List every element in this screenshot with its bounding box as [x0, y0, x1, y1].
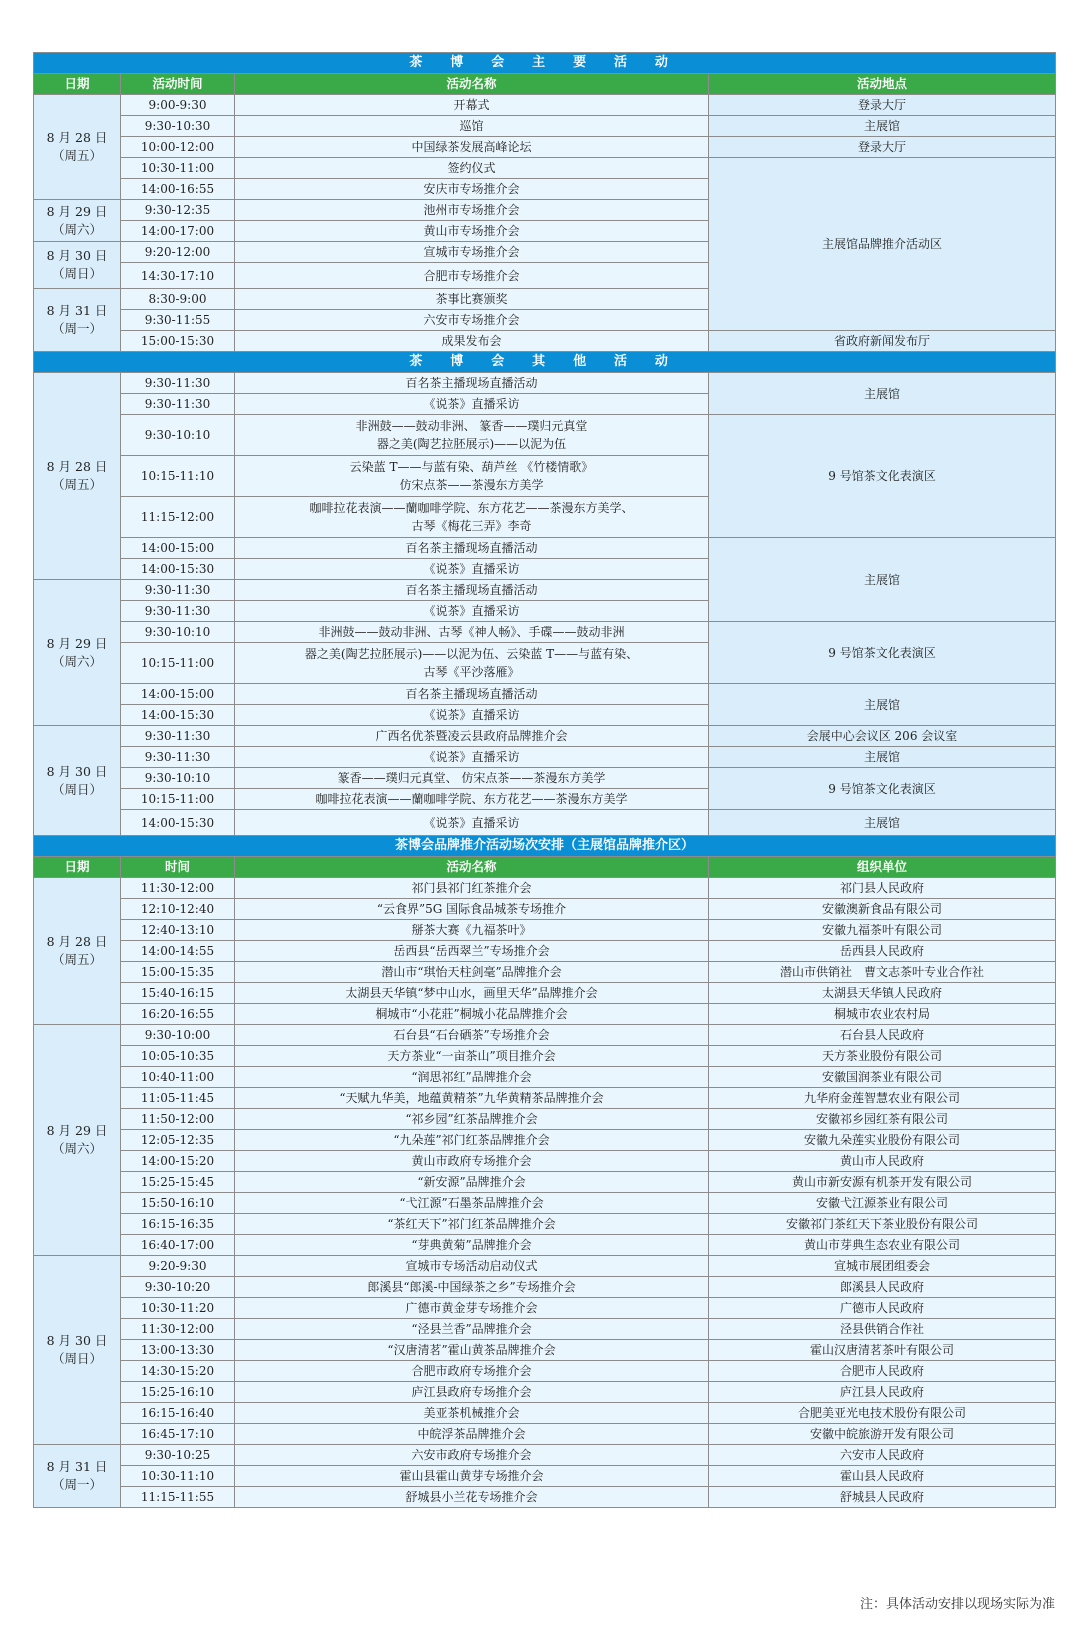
organizer-cell: 安徽澳新食品有限公司 — [709, 899, 1056, 920]
section-title: 茶 博 会 其 他 活 动 — [34, 352, 1056, 373]
organizer-cell: 广德市人民政府 — [709, 1298, 1056, 1319]
activity-cell: 开幕式 — [235, 95, 709, 116]
activity-cell: 宣城市专场推介会 — [235, 242, 709, 263]
time-cell: 12:10-12:40 — [121, 899, 235, 920]
activity-cell: “云食界”5G 国际食品城茶专场推介 — [235, 899, 709, 920]
time-cell: 10:30-11:00 — [121, 158, 235, 179]
activity-cell: 岳西县“岳西翠兰”专场推介会 — [235, 941, 709, 962]
time-cell: 14:00-15:30 — [121, 810, 235, 836]
time-cell: 12:05-12:35 — [121, 1130, 235, 1151]
organizer-cell: 祁门县人民政府 — [709, 878, 1056, 899]
date-cell: 8 月 29 日 （周六） — [34, 200, 121, 242]
activity-cell: “九朵莲”祁门红茶品牌推介会 — [235, 1130, 709, 1151]
activity-cell: 潜山市“琪怡天柱剑毫”品牌推介会 — [235, 962, 709, 983]
organizer-cell: 舒城县人民政府 — [709, 1487, 1056, 1508]
time-cell: 11:30-12:00 — [121, 1319, 235, 1340]
time-cell: 14:00-14:55 — [121, 941, 235, 962]
activity-cell: 太湖县天华镇“梦中山水，画里天华”品牌推介会 — [235, 983, 709, 1004]
organizer-cell: 安徽九福茶叶有限公司 — [709, 920, 1056, 941]
column-header: 活动时间 — [121, 74, 235, 95]
activity-cell: “弋江源”石墨茶品牌推介会 — [235, 1193, 709, 1214]
activity-cell: 非洲鼓——鼓动非洲、 篆香——璞归元真堂 器之美(陶艺拉胚展示)——以泥为伍 — [235, 415, 709, 456]
location-cell: 主展馆 — [709, 747, 1056, 768]
time-cell: 10:15-11:00 — [121, 643, 235, 684]
location-cell: 主展馆 — [709, 538, 1056, 622]
organizer-cell: 郎溪县人民政府 — [709, 1277, 1056, 1298]
time-cell: 9:30-11:30 — [121, 394, 235, 415]
location-cell: 省政府新闻发布厅 — [709, 331, 1056, 352]
time-cell: 9:30-11:55 — [121, 310, 235, 331]
time-cell: 11:15-11:55 — [121, 1487, 235, 1508]
activity-cell: 掰茶大赛《九福茶叶》 — [235, 920, 709, 941]
time-cell: 14:00-17:00 — [121, 221, 235, 242]
organizer-cell: 安徽祁乡园红茶有限公司 — [709, 1109, 1056, 1130]
column-header: 组织单位 — [709, 857, 1056, 878]
time-cell: 9:30-11:30 — [121, 601, 235, 622]
activity-cell: 《说茶》直播采访 — [235, 810, 709, 836]
activity-cell: 百名茶主播现场直播活动 — [235, 538, 709, 559]
organizer-cell: 太湖县天华镇人民政府 — [709, 983, 1056, 1004]
time-cell: 15:40-16:15 — [121, 983, 235, 1004]
time-cell: 16:45-17:10 — [121, 1424, 235, 1445]
activity-cell: 《说茶》直播采访 — [235, 559, 709, 580]
activity-cell: 中国绿茶发展高峰论坛 — [235, 137, 709, 158]
activity-cell: “润思祁红”品牌推介会 — [235, 1067, 709, 1088]
activity-cell: 签约仪式 — [235, 158, 709, 179]
organizer-cell: 桐城市农业农村局 — [709, 1004, 1056, 1025]
organizer-cell: 安徽中皖旅游开发有限公司 — [709, 1424, 1056, 1445]
activity-cell: 中皖浮茶品牌推介会 — [235, 1424, 709, 1445]
time-cell: 9:30-10:20 — [121, 1277, 235, 1298]
organizer-cell: 霍山汉唐清茗茶叶有限公司 — [709, 1340, 1056, 1361]
location-cell: 主展馆 — [709, 684, 1056, 726]
activity-cell: “汉唐清茗”霍山黄茶品牌推介会 — [235, 1340, 709, 1361]
time-cell: 11:15-12:00 — [121, 497, 235, 538]
time-cell: 9:20-9:30 — [121, 1256, 235, 1277]
schedule-table — [33, 52, 1056, 1508]
time-cell: 9:30-10:30 — [121, 116, 235, 137]
date-cell: 8 月 28 日 （周五） — [34, 95, 121, 200]
footnote: 注：具体活动安排以现场实际为准 — [859, 1597, 1055, 1612]
time-cell: 10:05-10:35 — [121, 1046, 235, 1067]
activity-cell: 广西名优茶暨凌云县政府品牌推介会 — [235, 726, 709, 747]
organizer-cell: 黄山市人民政府 — [709, 1151, 1056, 1172]
time-cell: 14:30-17:10 — [121, 263, 235, 289]
organizer-cell: 庐江县人民政府 — [709, 1382, 1056, 1403]
activity-cell: “泾县兰香”品牌推介会 — [235, 1319, 709, 1340]
time-cell: 14:00-15:20 — [121, 1151, 235, 1172]
date-cell: 8 月 31 日 （周一） — [34, 289, 121, 352]
activity-cell: 六安市政府专场推介会 — [235, 1445, 709, 1466]
activity-cell: 云染蓝 T——与蓝有染、葫芦丝 《竹楼情歌》 仿宋点茶——茶漫东方美学 — [235, 456, 709, 497]
location-cell: 登录大厅 — [709, 137, 1056, 158]
date-cell: 8 月 30 日 （周日） — [34, 242, 121, 289]
organizer-cell: 合肥美亚光电技术股份有限公司 — [709, 1403, 1056, 1424]
organizer-cell: 黄山市芽典生态农业有限公司 — [709, 1235, 1056, 1256]
time-cell: 14:00-15:30 — [121, 559, 235, 580]
activity-cell: “祁乡园”红茶品牌推介会 — [235, 1109, 709, 1130]
time-cell: 14:00-15:00 — [121, 538, 235, 559]
activity-cell: 茶事比赛颁奖 — [235, 289, 709, 310]
column-header: 日期 — [34, 857, 121, 878]
time-cell: 9:30-11:30 — [121, 747, 235, 768]
activity-cell: 池州市专场推介会 — [235, 200, 709, 221]
column-header: 活动名称 — [235, 74, 709, 95]
activity-cell: 器之美(陶艺拉胚展示)——以泥为伍、云染蓝 T——与蓝有染、 古琴《平沙落雁》 — [235, 643, 709, 684]
activity-cell: 石台县“石台硒茶”专场推介会 — [235, 1025, 709, 1046]
date-cell: 8 月 30 日 （周日） — [34, 726, 121, 836]
organizer-cell: 合肥市人民政府 — [709, 1361, 1056, 1382]
activity-cell: 《说茶》直播采访 — [235, 394, 709, 415]
activity-cell: 百名茶主播现场直播活动 — [235, 373, 709, 394]
activity-cell: 舒城县小兰花专场推介会 — [235, 1487, 709, 1508]
time-cell: 15:00-15:30 — [121, 331, 235, 352]
time-cell: 12:40-13:10 — [121, 920, 235, 941]
time-cell: 9:30-11:30 — [121, 580, 235, 601]
organizer-cell: 安徽祁门茶红天下茶业股份有限公司 — [709, 1214, 1056, 1235]
organizer-cell: 岳西县人民政府 — [709, 941, 1056, 962]
time-cell: 10:15-11:10 — [121, 456, 235, 497]
time-cell: 9:30-10:00 — [121, 1025, 235, 1046]
date-cell: 8 月 29 日 （周六） — [34, 580, 121, 726]
activity-cell: 广德市黄金芽专场推介会 — [235, 1298, 709, 1319]
date-cell: 8 月 28 日 （周五） — [34, 373, 121, 580]
activity-cell: 庐江县政府专场推介会 — [235, 1382, 709, 1403]
organizer-cell: 黄山市新安源有机茶开发有限公司 — [709, 1172, 1056, 1193]
location-cell: 9 号馆茶文化表演区 — [709, 415, 1056, 538]
activity-cell: “天赋九华美，地蕴黄精茶”九华黄精茶品牌推介会 — [235, 1088, 709, 1109]
activity-cell: 巡馆 — [235, 116, 709, 137]
time-cell: 11:05-11:45 — [121, 1088, 235, 1109]
time-cell: 10:30-11:10 — [121, 1466, 235, 1487]
location-cell: 主展馆 — [709, 373, 1056, 415]
time-cell: 14:30-15:20 — [121, 1361, 235, 1382]
time-cell: 15:25-15:45 — [121, 1172, 235, 1193]
time-cell: 9:30-10:10 — [121, 622, 235, 643]
location-cell: 会展中心会议区 206 会议室 — [709, 726, 1056, 747]
activity-cell: 霍山县霍山黄芽专场推介会 — [235, 1466, 709, 1487]
time-cell: 16:15-16:40 — [121, 1403, 235, 1424]
organizer-cell: 六安市人民政府 — [709, 1445, 1056, 1466]
organizer-cell: 天方茶业股份有限公司 — [709, 1046, 1056, 1067]
activity-cell: 《说茶》直播采访 — [235, 705, 709, 726]
organizer-cell: 石台县人民政府 — [709, 1025, 1056, 1046]
time-cell: 15:50-16:10 — [121, 1193, 235, 1214]
activity-cell: 百名茶主播现场直播活动 — [235, 684, 709, 705]
organizer-cell: 宣城市展团组委会 — [709, 1256, 1056, 1277]
time-cell: 14:00-15:30 — [121, 705, 235, 726]
time-cell: 15:25-16:10 — [121, 1382, 235, 1403]
organizer-cell: 安徽九朵莲实业股份有限公司 — [709, 1130, 1056, 1151]
location-cell: 登录大厅 — [709, 95, 1056, 116]
schedule-sheet — [33, 52, 1055, 1508]
activity-cell: 天方茶业“一亩茶山”项目推介会 — [235, 1046, 709, 1067]
organizer-cell: 霍山县人民政府 — [709, 1466, 1056, 1487]
activity-cell: 宣城市专场活动启动仪式 — [235, 1256, 709, 1277]
date-cell: 8 月 29 日 （周六） — [34, 1025, 121, 1256]
time-cell: 9:20-12:00 — [121, 242, 235, 263]
activity-cell: 桐城市“小花莊”桐城小花品牌推介会 — [235, 1004, 709, 1025]
location-cell: 9 号馆茶文化表演区 — [709, 768, 1056, 810]
time-cell: 16:15-16:35 — [121, 1214, 235, 1235]
time-cell: 9:00-9:30 — [121, 95, 235, 116]
organizer-cell: 安徽弋江源茶业有限公司 — [709, 1193, 1056, 1214]
activity-cell: 祁门县祁门红茶推介会 — [235, 878, 709, 899]
activity-cell: “茶红天下”祁门红茶品牌推介会 — [235, 1214, 709, 1235]
activity-cell: 咖啡拉花表演——蘭咖啡学院、东方花艺——茶漫东方美学、 古琴《梅花三弄》李奇 — [235, 497, 709, 538]
date-cell: 8 月 28 日 （周五） — [34, 878, 121, 1025]
section-title: 茶博会品牌推介活动场次安排（主展馆品牌推介区） — [34, 836, 1056, 857]
activity-cell: 百名茶主播现场直播活动 — [235, 580, 709, 601]
time-cell: 16:40-17:00 — [121, 1235, 235, 1256]
date-cell: 8 月 30 日 （周日） — [34, 1256, 121, 1445]
organizer-cell: 九华府金莲智慧农业有限公司 — [709, 1088, 1056, 1109]
activity-cell: 安庆市专场推介会 — [235, 179, 709, 200]
time-cell: 13:00-13:30 — [121, 1340, 235, 1361]
time-cell: 9:30-10:25 — [121, 1445, 235, 1466]
activity-cell: 合肥市专场推介会 — [235, 263, 709, 289]
time-cell: 14:00-15:00 — [121, 684, 235, 705]
activity-cell: 六安市专场推介会 — [235, 310, 709, 331]
time-cell: 10:00-12:00 — [121, 137, 235, 158]
location-cell: 主展馆品牌推介活动区 — [709, 158, 1056, 331]
activity-cell: “新安源”品牌推介会 — [235, 1172, 709, 1193]
location-cell: 主展馆 — [709, 116, 1056, 137]
column-header: 活动名称 — [235, 857, 709, 878]
organizer-cell: 泾县供销合作社 — [709, 1319, 1056, 1340]
time-cell: 10:30-11:20 — [121, 1298, 235, 1319]
organizer-cell: 安徽国润茶业有限公司 — [709, 1067, 1056, 1088]
time-cell: 9:30-10:10 — [121, 415, 235, 456]
time-cell: 10:15-11:00 — [121, 789, 235, 810]
time-cell: 9:30-12:35 — [121, 200, 235, 221]
time-cell: 14:00-16:55 — [121, 179, 235, 200]
time-cell: 8:30-9:00 — [121, 289, 235, 310]
time-cell: 11:30-12:00 — [121, 878, 235, 899]
activity-cell: 黄山市政府专场推介会 — [235, 1151, 709, 1172]
time-cell: 9:30-11:30 — [121, 726, 235, 747]
activity-cell: 合肥市政府专场推介会 — [235, 1361, 709, 1382]
activity-cell: 成果发布会 — [235, 331, 709, 352]
activity-cell: 咖啡拉花表演——蘭咖啡学院、东方花艺——茶漫东方美学 — [235, 789, 709, 810]
time-cell: 16:20-16:55 — [121, 1004, 235, 1025]
date-cell: 8 月 31 日 （周一） — [34, 1445, 121, 1508]
activity-cell: 美亚茶机械推介会 — [235, 1403, 709, 1424]
time-cell: 9:30-10:10 — [121, 768, 235, 789]
column-header: 时间 — [121, 857, 235, 878]
location-cell: 主展馆 — [709, 810, 1056, 836]
column-header: 日期 — [34, 74, 121, 95]
time-cell: 9:30-11:30 — [121, 373, 235, 394]
organizer-cell: 潜山市供销社 曹文志茶叶专业合作社 — [709, 962, 1056, 983]
activity-cell: 《说茶》直播采访 — [235, 747, 709, 768]
time-cell: 11:50-12:00 — [121, 1109, 235, 1130]
activity-cell: “芽典黄菊”品牌推介会 — [235, 1235, 709, 1256]
activity-cell: 非洲鼓——鼓动非洲、古琴《神人畅》、手碟——鼓动非洲 — [235, 622, 709, 643]
activity-cell: 篆香——璞归元真堂、 仿宋点茶——茶漫东方美学 — [235, 768, 709, 789]
activity-cell: 郎溪县“郎溪-中国绿茶之乡”专场推介会 — [235, 1277, 709, 1298]
column-header: 活动地点 — [709, 74, 1056, 95]
activity-cell: 《说茶》直播采访 — [235, 601, 709, 622]
activity-cell: 黄山市专场推介会 — [235, 221, 709, 242]
time-cell: 15:00-15:35 — [121, 962, 235, 983]
location-cell: 9 号馆茶文化表演区 — [709, 622, 1056, 684]
time-cell: 10:40-11:00 — [121, 1067, 235, 1088]
section-title: 茶 博 会 主 要 活 动 — [34, 53, 1056, 74]
